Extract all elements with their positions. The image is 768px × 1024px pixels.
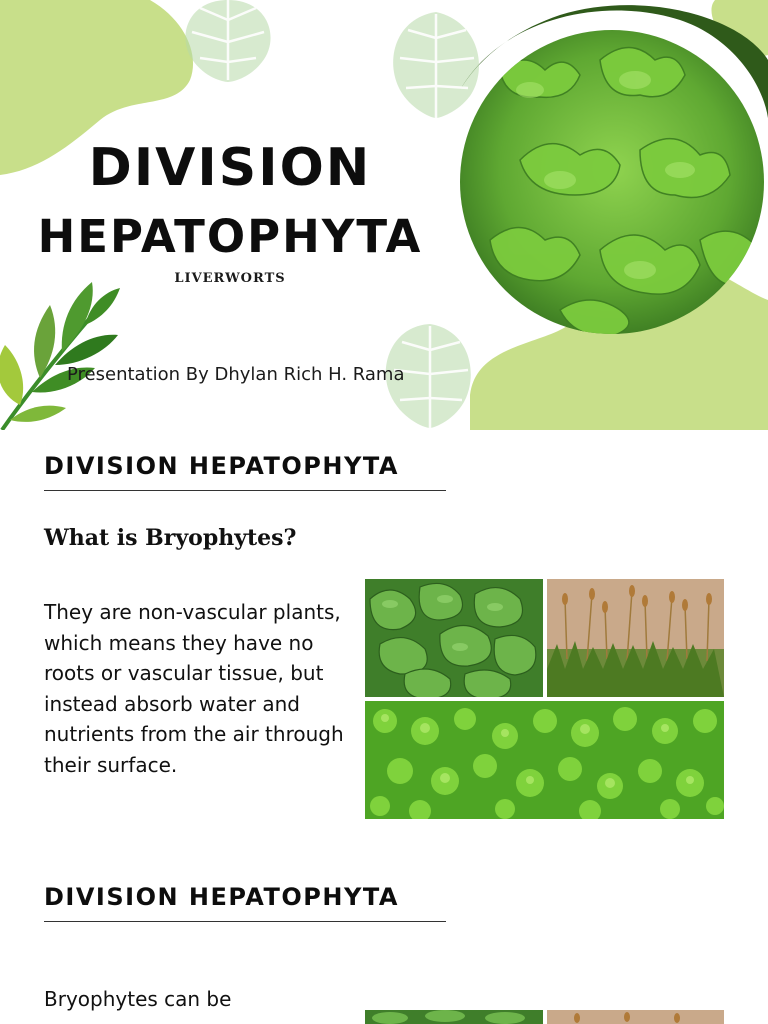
cover-title-line2: HEPATOPHYTA (37, 210, 423, 263)
liverwort-photo-2 (365, 1010, 543, 1024)
moss-sporophyte-photo (547, 579, 724, 697)
presenter-credit: Presentation By Dhylan Rich H. Rama (67, 364, 405, 385)
section2-heading: DIVISION HEPATOPHYTA (44, 883, 399, 911)
section2-rule (44, 921, 446, 922)
section1-rule (44, 490, 446, 491)
liverwort-photo (365, 579, 543, 697)
cover-slide (0, 0, 768, 430)
cover-title-line1: DIVISION (88, 138, 372, 198)
section1-heading: DIVISION HEPATOPHYTA (44, 452, 399, 480)
cover-subtitle: LIVERWORTS (174, 271, 286, 286)
moss-sporophyte-photo-2 (547, 1010, 724, 1024)
fern-branch (0, 282, 120, 430)
green-moss-carpet-photo (365, 701, 724, 819)
section1-question: What is Bryophytes? (44, 525, 297, 551)
section2-body: Bryophytes can be (44, 987, 232, 1011)
section1-body: They are non-vascular plants, which means they have no roots or vascular tissue, but instead absorb water and nutrients from the air through their surface. (44, 600, 344, 777)
